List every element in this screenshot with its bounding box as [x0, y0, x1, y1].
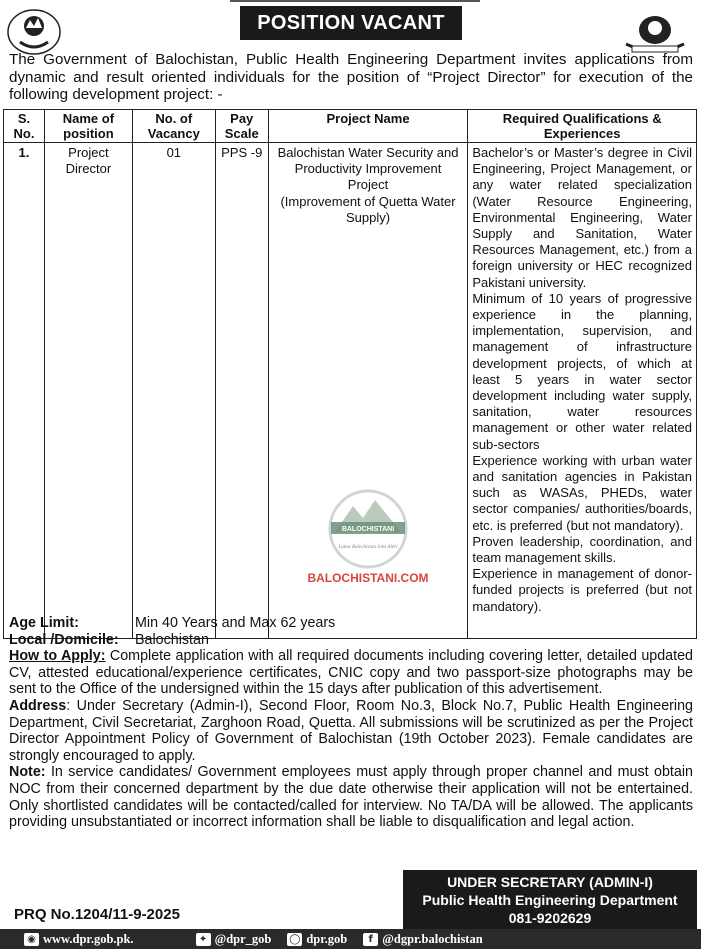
website-text: www.dpr.gob.pk. — [43, 931, 134, 946]
age-limit-label: Age Limit: — [9, 615, 79, 631]
project-title: Balochistan Water Security and Productivity Improvement Project — [277, 145, 459, 193]
website-link[interactable] — [24, 932, 134, 947]
age-limit-value: Min 40 Years and Max 62 years — [135, 615, 336, 631]
facebook-text: @dgpr.balochistan — [382, 931, 483, 946]
note-label: Note: — [9, 764, 46, 781]
twitter-text: @dpr_gob — [214, 931, 272, 946]
balochistan-govt-logo — [6, 8, 62, 56]
application-info — [9, 615, 693, 831]
header-project-name: Project Name — [268, 110, 468, 143]
prq-number: PRQ No.1204/11-9-2025 — [14, 906, 180, 923]
qualification-item: Experience working with urban water and sanitation agencies in Pakistan such as WASAs, PHEDs, water sector companies/ authorities/boards, etc. is preferred (but not mandatory). — [472, 452, 692, 533]
globe-icon: ◉ — [24, 933, 39, 946]
watermark-brand: BALOCHISTANI — [341, 526, 395, 533]
header-qualifications: Required Qualifications & Experiences — [468, 110, 697, 143]
signatory-phone: 081-9202629 — [508, 910, 592, 926]
header-sno: S. No. — [4, 110, 45, 143]
phed-logo — [620, 8, 690, 56]
twitter-icon: ✦ — [196, 933, 211, 946]
signatory-department: Public Health Engineering Department — [422, 892, 678, 908]
how-to-apply-text: Complete application with all required documents including covering letter, detailed updated CV, attested educational/experience certificates, CNIC copy and two passport-size photographs may be sent to the Office of the undersigned within the 15 days after publication of this advertisement. — [9, 648, 693, 698]
note — [9, 764, 693, 830]
header-pay-scale: Pay Scale — [215, 110, 268, 143]
facebook-link[interactable] — [363, 932, 482, 947]
mountain-icon — [323, 488, 413, 570]
qualification-item: Bachelor’s or Master’s degree in Civil Engineering, Project Management, or any water related specialization (Water Resource Engineering, Environmental Engineering, Water Supply and Sanitation, Water Resources Management, etc.) from a foreign university or HEC recognized Pakistani university. — [472, 145, 692, 290]
cell-position: Project Director — [44, 143, 132, 639]
intro-paragraph: The Government of Balochistan, Public Health Engineering Department invites applications from dynamic and result oriented individuals for the position of “Project Director” for execution of the following development project: - — [9, 51, 693, 103]
social-footer — [0, 929, 701, 949]
twitter-link[interactable] — [196, 932, 272, 947]
how-to-apply — [9, 648, 693, 698]
watermark-site: BALOCHISTANI.COM — [307, 571, 429, 585]
instagram-icon: ◯ — [289, 933, 301, 945]
facebook-icon: f — [363, 933, 378, 946]
watermark-tagline: Latest Balochistan Jobs Alert — [338, 545, 398, 550]
address-label: Address — [9, 697, 67, 714]
cell-sno: 1. — [4, 143, 45, 639]
qualification-item: Proven leadership, coordination, and team management skills. — [472, 533, 692, 566]
project-subtitle: (Improvement of Quetta Water Supply) — [280, 193, 456, 225]
note-text: In service candidates/ Government employees must apply through proper channel and must obtain NOC from their concerned department by the due date otherwise their application will not be entertained. Only shortlisted candidates will be contacted/called for interview. No TA/DA will be allowed. The applicants providing unsubstantiated or incorrect information shall be liable to disqualification and legal action. — [9, 764, 693, 831]
signatory-title: UNDER SECRETARY (ADMIN-I) — [447, 874, 653, 890]
age-limit-row — [9, 615, 693, 632]
table-header-row — [4, 110, 697, 143]
qualification-item: Minimum of 10 years of progressive experience in the planning, implementation, supervision, and management of infrastructure development projects, of which at least 5 years in water sector development including water supply, sanitation, water resources management or other water related sub-sectors — [472, 290, 692, 452]
cell-vacancy: 01 — [132, 143, 215, 639]
header-vacancy: No. of Vacancy — [132, 110, 215, 143]
instagram-link[interactable] — [287, 932, 347, 947]
cell-pay-scale: PPS -9 — [215, 143, 268, 639]
instagram-text: dpr.gob — [306, 931, 348, 946]
header-position: Name of position — [44, 110, 132, 143]
how-to-apply-label: How to Apply: — [9, 648, 106, 665]
page-title: POSITION VACANT — [240, 6, 462, 40]
domicile-value: Balochistan — [135, 631, 209, 648]
domicile-row — [9, 632, 693, 649]
cell-qualifications — [468, 143, 697, 639]
address-text: : Under Secretary (Admin-I), Second Floor, Room No.3, Block No.7, Public Health Engineering Department, Civil Secretariat, Zarghoon Road, Quetta. All submissions will be scrutinized as per the Project Director Appointment Policy of Government of Balochistan (19th October 2023). Female candidates are strongly encouraged to apply. — [9, 697, 693, 764]
address — [9, 698, 693, 764]
domicile-label: Local /Domicile: — [9, 631, 119, 648]
qualification-item: Experience in management of donor-funded projects is preferred (but not mandatory). — [472, 566, 692, 614]
signatory-box — [403, 870, 697, 929]
